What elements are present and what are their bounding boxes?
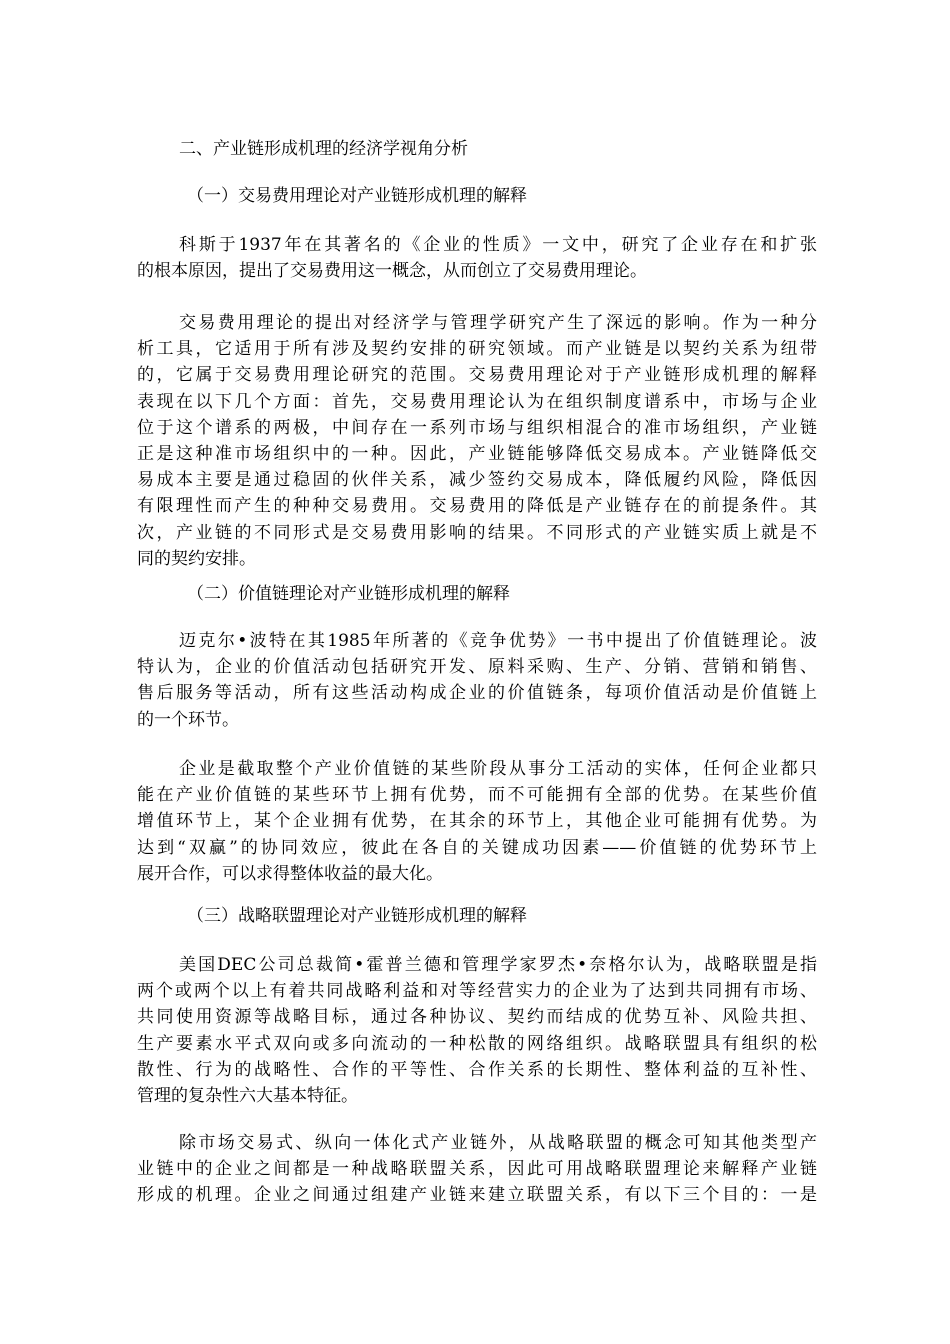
text-line: 生产要素水平式双向或多向流动的一种松散的网络组织。战略联盟具有组织的松: [137, 1033, 817, 1054]
text-line: 美国DEC公司总裁简•霍普兰德和管理学家罗杰•奈格尔认为，战略联盟是指: [179, 955, 817, 975]
text-line: 两个或两个以上有着共同战略利益和对等经营实力的企业为了达到共同拥有市场、: [137, 981, 817, 1002]
text-line: 位于这个谱系的两极，中间存在一系列市场与组织相混合的准市场组织，产业链: [137, 417, 817, 438]
subsection-heading-1: （一）交易费用理论对产业链形成机理的解释: [187, 186, 527, 206]
text-line: 共同使用资源等战略目标，通过各种协议、契约而结成的优势互补、风险共担、: [137, 1007, 817, 1028]
text-line: 有限理性而产生的种种交易费用。交易费用的降低是产业链存在的前提条件。其: [137, 496, 817, 517]
paragraph-2: [137, 310, 817, 572]
text-line: 形成的机理。企业之间通过组建产业链来建立联盟关系，有以下三个目的：一是: [137, 1185, 817, 1206]
text-line: 业链中的企业之间都是一种战略联盟关系，因此可用战略联盟理论来解释产业链: [137, 1159, 817, 1180]
paragraph-5: [137, 952, 817, 1109]
text-line: 科斯于1937年在其著名的《企业的性质》一文中，研究了企业存在和扩张: [179, 235, 817, 255]
subsection-heading-3: （三）战略联盟理论对产业链形成机理的解释: [187, 906, 527, 926]
paragraph-3: [137, 628, 817, 733]
text-line: 管理的复杂性六大基本特征。: [137, 1086, 358, 1107]
text-line: 同的契约安排。: [137, 548, 256, 569]
text-line: 正是这种准市场组织中的一种。因此，产业链能够降低交易成本。产业链降低交: [137, 444, 817, 465]
text-line: 次，产业链的不同形式是交易费用影响的结果。不同形式的产业链实质上就是不: [137, 522, 817, 543]
text-line: 的一个环节。: [137, 709, 239, 730]
text-line: 散性、行为的战略性、合作的平等性、合作关系的长期性、整体利益的互补性、: [137, 1059, 817, 1080]
text-line: 能在产业价值链的某些环节上拥有优势，而不可能拥有全部的优势。在某些价值: [137, 785, 817, 806]
text-line: 的，它属于交易费用理论研究的范围。交易费用理论对于产业链形成机理的解释: [137, 365, 817, 386]
subsection-heading-2: （二）价值链理论对产业链形成机理的解释: [187, 584, 510, 604]
text-line: 表现在以下几个方面：首先，交易费用理论认为在组织制度谱系中，市场与企业: [137, 391, 817, 412]
paragraph-4: [137, 756, 817, 887]
text-line: 迈克尔•波特在其1985年所著的《竞争优势》一书中提出了价值链理论。波: [179, 631, 817, 651]
paragraph-1: [137, 232, 817, 284]
text-line: 特认为，企业的价值活动包括研究开发、原料采购、生产、分销、营销和销售、: [137, 657, 817, 678]
text-line: 售后服务等活动，所有这些活动构成企业的价值链条，每项价值活动是价值链上: [137, 683, 817, 704]
text-line: 企业是截取整个产业价值链的某些阶段从事分工活动的实体，任何企业都只: [179, 759, 817, 779]
text-line: 析工具，它适用于所有涉及契约安排的研究领域。而产业链是以契约关系为纽带: [137, 339, 817, 360]
paragraph-6: [137, 1130, 817, 1209]
text-line: 增值环节上，某个企业拥有优势，在其余的环节上，其他企业可能拥有优势。为: [137, 811, 817, 832]
text-line: 除市场交易式、纵向一体化式产业链外，从战略联盟的概念可知其他类型产: [179, 1133, 817, 1153]
text-line: 易成本主要是通过稳固的伙伴关系，减少签约交易成本，降低履约风险，降低因: [137, 470, 817, 491]
text-line: 交易费用理论的提出对经济学与管理学研究产生了深远的影响。作为一种分: [179, 313, 817, 333]
text-line: 展开合作，可以求得整体收益的最大化。: [137, 863, 443, 884]
text-line: 达到“双赢”的协同效应，彼此在各自的关键成功因素——价值链的优势环节上: [137, 837, 817, 858]
section-title: 二、产业链形成机理的经济学视角分析: [179, 139, 468, 159]
text-line: 的根本原因，提出了交易费用这一概念，从而创立了交易费用理论。: [137, 261, 647, 282]
